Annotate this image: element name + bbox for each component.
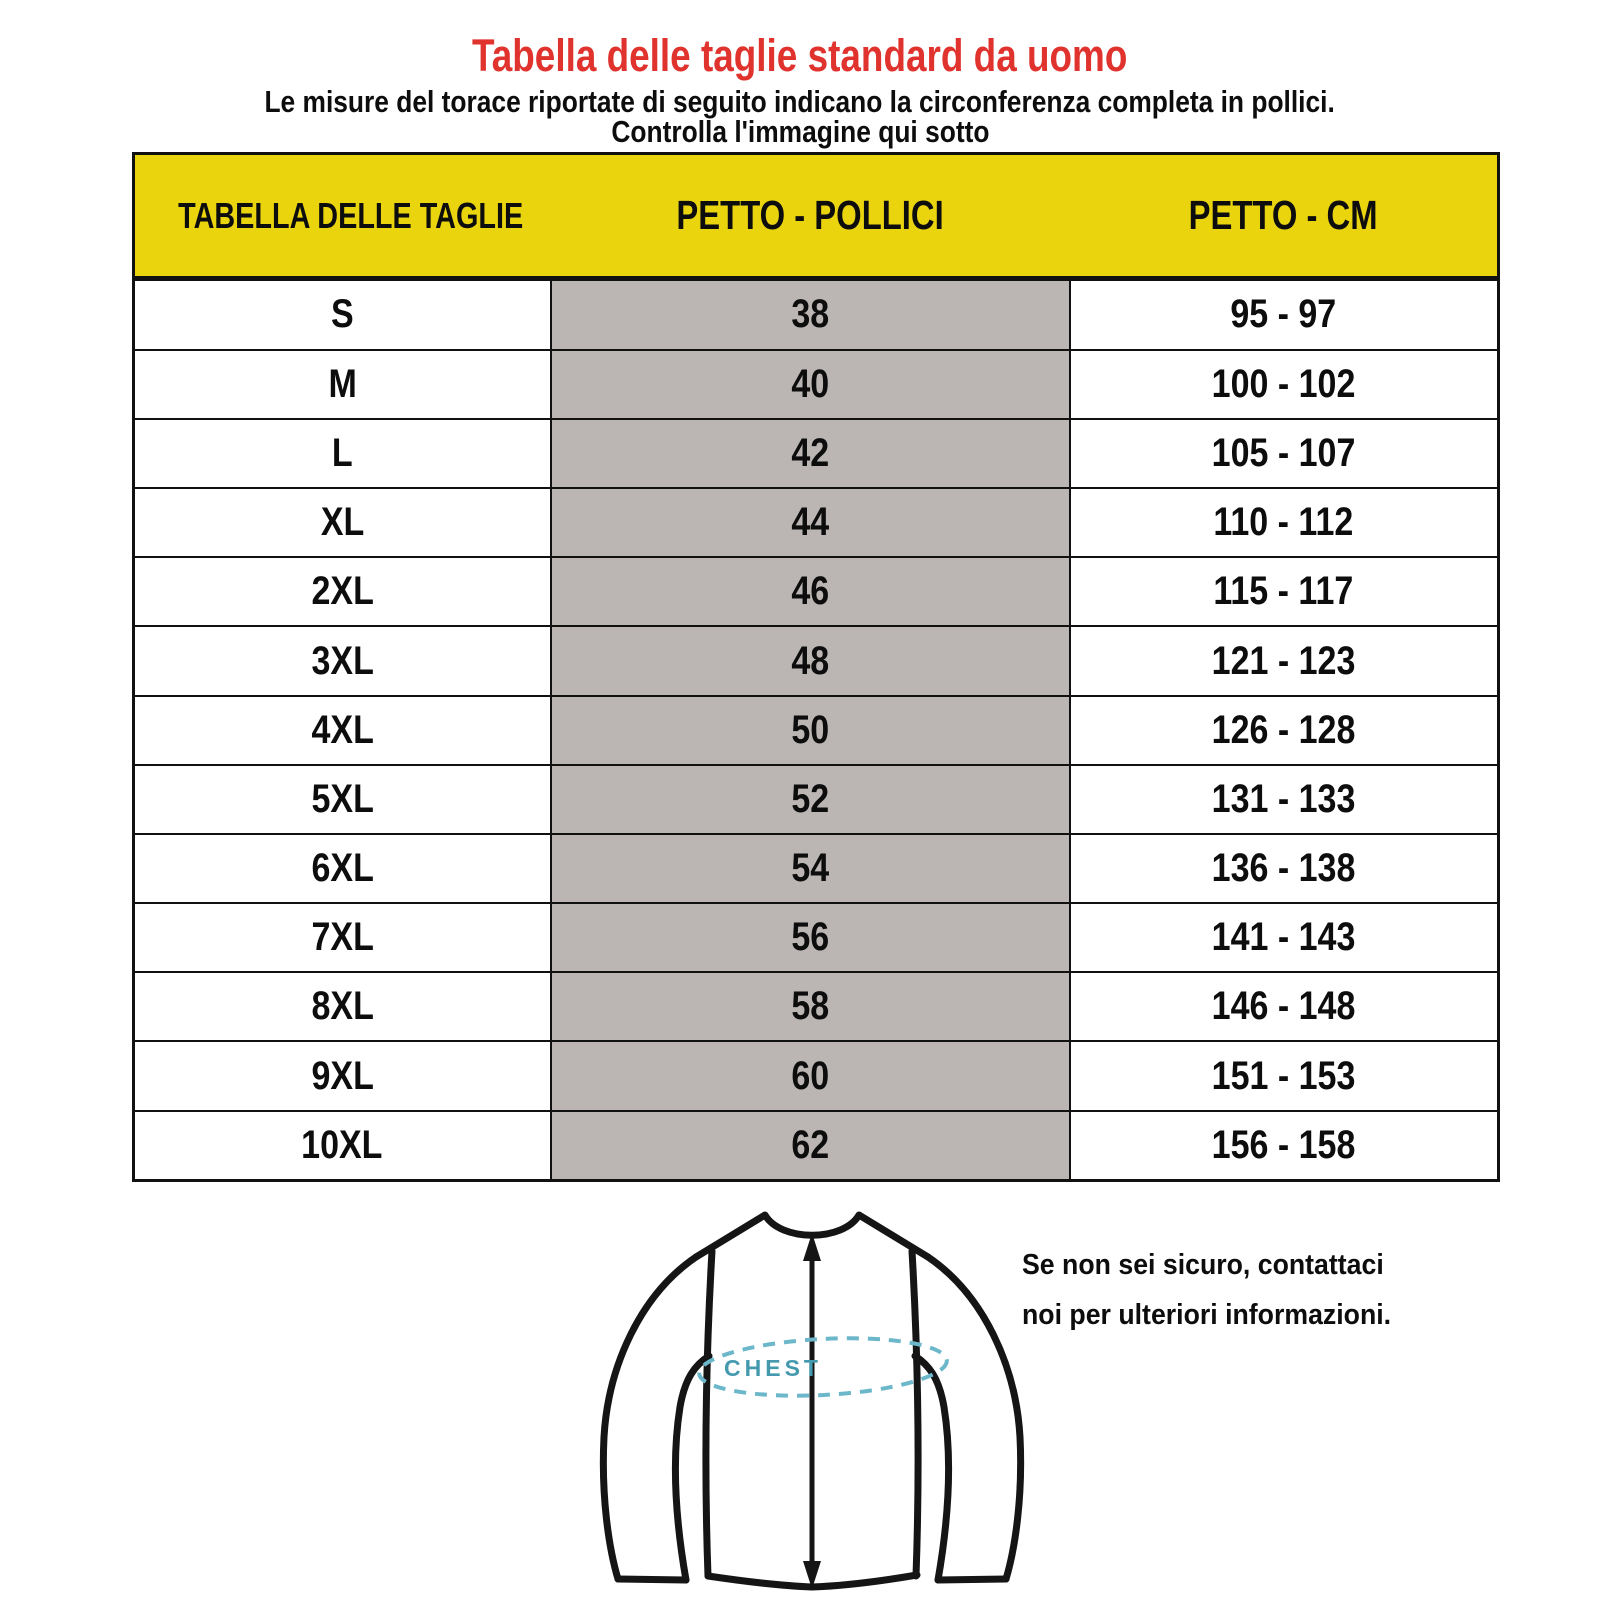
table-row bbox=[134, 972, 1499, 1041]
table-row bbox=[134, 696, 1499, 765]
size-cell: 4XL bbox=[134, 696, 551, 765]
size-table bbox=[132, 152, 1500, 1182]
table-row bbox=[134, 626, 1499, 695]
size-cell: 5XL bbox=[134, 765, 551, 834]
table-row bbox=[134, 834, 1499, 903]
chest-cm-cell: 105 - 107 bbox=[1070, 419, 1499, 488]
chest-cm-cell: 156 - 158 bbox=[1070, 1111, 1499, 1181]
table-row bbox=[134, 557, 1499, 626]
chest-inches-cell: 58 bbox=[551, 972, 1070, 1041]
size-cell: XL bbox=[134, 488, 551, 557]
chest-cm-cell: 131 - 133 bbox=[1070, 765, 1499, 834]
length-arrow bbox=[803, 1233, 821, 1589]
chest-inches-cell: 44 bbox=[551, 488, 1070, 557]
chest-label: CHEST bbox=[724, 1355, 822, 1381]
size-cell: 3XL bbox=[134, 626, 551, 695]
note-line-1: Se non sei sicuro, contattaci bbox=[1022, 1249, 1384, 1281]
size-cell: 10XL bbox=[134, 1111, 551, 1181]
chest-inches-cell: 46 bbox=[551, 557, 1070, 626]
chest-cm-cell: 100 - 102 bbox=[1070, 350, 1499, 419]
chest-cm-cell: 151 - 153 bbox=[1070, 1041, 1499, 1110]
chest-inches-cell: 56 bbox=[551, 903, 1070, 972]
page-title: Tabella delle taglie standard da uomo bbox=[472, 30, 1128, 81]
size-cell: 6XL bbox=[134, 834, 551, 903]
chest-cm-cell: 115 - 117 bbox=[1070, 557, 1499, 626]
header-chest-inches: PETTO - POLLICI bbox=[551, 154, 1070, 279]
chest-inches-cell: 52 bbox=[551, 765, 1070, 834]
table-row bbox=[134, 1111, 1499, 1181]
chest-cm-cell: 110 - 112 bbox=[1070, 488, 1499, 557]
chest-inches-cell: 42 bbox=[551, 419, 1070, 488]
table-header-row bbox=[134, 154, 1499, 279]
header-size-label: TABELLA DELLE TAGLIE bbox=[134, 154, 551, 279]
chest-cm-cell: 146 - 148 bbox=[1070, 972, 1499, 1041]
table-body bbox=[134, 279, 1499, 1181]
table-row bbox=[134, 1041, 1499, 1110]
table-row bbox=[134, 279, 1499, 350]
subtitle-line-2: Controlla l'immagine qui sotto bbox=[610, 114, 990, 149]
chest-cm-cell: 126 - 128 bbox=[1070, 696, 1499, 765]
chest-inches-cell: 62 bbox=[551, 1111, 1070, 1181]
contact-note bbox=[1022, 1240, 1423, 1340]
size-cell: 7XL bbox=[134, 903, 551, 972]
table-row bbox=[134, 419, 1499, 488]
jacket-figure bbox=[560, 1195, 1070, 1600]
chest-cm-cell: 136 - 138 bbox=[1070, 834, 1499, 903]
chest-inches-cell: 60 bbox=[551, 1041, 1070, 1110]
size-cell: S bbox=[134, 279, 551, 350]
chest-inches-cell: 50 bbox=[551, 696, 1070, 765]
header-chest-cm: PETTO - CM bbox=[1070, 154, 1499, 279]
chest-inches-cell: 38 bbox=[551, 279, 1070, 350]
chest-cm-cell: 121 - 123 bbox=[1070, 626, 1499, 695]
size-cell: 2XL bbox=[134, 557, 551, 626]
table-row bbox=[134, 350, 1499, 419]
table-row bbox=[134, 765, 1499, 834]
chest-inches-cell: 54 bbox=[551, 834, 1070, 903]
table-row bbox=[134, 903, 1499, 972]
subtitle-line-1: Le misure del torace riportate di seguito indicano la circonferenza completa in pollici. bbox=[264, 84, 1336, 119]
size-cell: 8XL bbox=[134, 972, 551, 1041]
chest-inches-cell: 48 bbox=[551, 626, 1070, 695]
table-row bbox=[134, 488, 1499, 557]
size-cell: L bbox=[134, 419, 551, 488]
size-cell: 9XL bbox=[134, 1041, 551, 1110]
chest-inches-cell: 40 bbox=[551, 350, 1070, 419]
size-cell: M bbox=[134, 350, 551, 419]
note-line-2: noi per ulteriori informazioni. bbox=[1022, 1299, 1392, 1331]
chest-cm-cell: 95 - 97 bbox=[1070, 279, 1499, 350]
chest-cm-cell: 141 - 143 bbox=[1070, 903, 1499, 972]
